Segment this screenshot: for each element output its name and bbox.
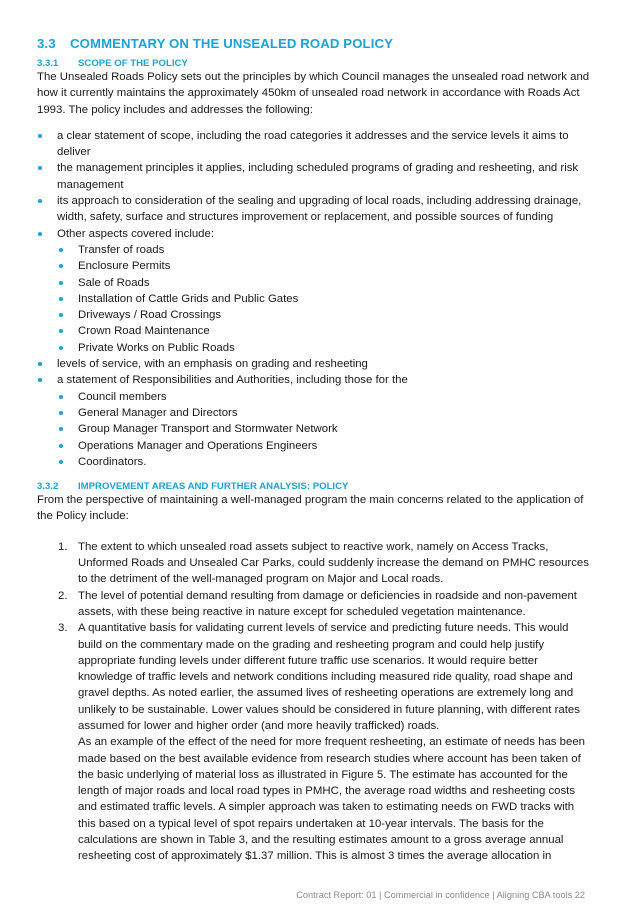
list-marker: 2. bbox=[58, 589, 68, 602]
section-number: 3.3 bbox=[37, 36, 56, 51]
bullet-icon bbox=[59, 346, 63, 350]
bullet-icon bbox=[59, 297, 63, 301]
bullet-icon bbox=[59, 281, 63, 285]
list-item: 2. The level of potential demand resulting from damage or deficiencies in roadside and non-pavement assets, with these being reactive in nature except for scheduled vegetation maintenance. bbox=[58, 589, 577, 618]
bullet-icon bbox=[59, 427, 63, 431]
bullet-icon bbox=[59, 460, 63, 464]
bullet-icon bbox=[38, 362, 42, 366]
list-marker: 1. bbox=[58, 540, 68, 553]
list-item: Crown Road Maintenance bbox=[37, 323, 590, 339]
bullet-icon bbox=[59, 248, 63, 252]
list-item-continuation: As an example of the effect of the need for more frequent resheeting, an estimate of needs has been made based on the best available evidence from research studies where account has been taken of the basic underlying of material loss as illustrated in Figure 5. The estimate has accounted for the length of major roads and local road types in PMHC, the average road widths and resheeting costs and estimated traffic levels. A simpler approach was taken to estimating needs on FWD tracks with this based on a typical level of spot repairs undertaken at 10-year intervals. The basis for the calculations are shown in Table 3, and the resulting estimates amount to a gross average annual resheeting cost of approximately $1.37 million. This is almost 3 times the average allocation in bbox=[78, 736, 586, 863]
list-item: 3. A quantitative basis for validating current levels of service and predicting future needs. This would build on the commentary made on the grading and resheeting program and could help justify appropriate funding levels under different future traffic use scenarios. It would require better knowledge of traffic levels and network conditions including measured ride quality, road shape and gravel depths. As noted earlier, the assumed lives of resheeting operations are extremely long and unlikely to be sustainable. Lower values should be considered in future planning, with different rates assumed for lower and higher order (and more heavily trafficked) roads. As an example of the effect of the need for more frequent resheeting, an estimate of needs has been made based on the best available evidence from research studies where account has been taken of the basic underlying of material loss as illustrated in Figure 5. The estimate has accounted for the length of major roads and local road types in PMHC, the average road widths and resheeting costs and estimated traffic levels. A simpler approach was taken to estimating needs on FWD tracks with this based on a typical level of spot repairs undertaken at 10-year intervals. The basis for the calculations are shown in Table 3, and the resulting estimates amount to a gross average annual resheeting cost of approximately $1.37 million. This is almost 3 times the average allocation in bbox=[37, 620, 590, 864]
bullet-icon bbox=[38, 166, 42, 170]
list-item: Coordinators. bbox=[37, 454, 590, 470]
list-item: Operations Manager and Operations Engineers bbox=[37, 438, 590, 454]
subsection-number: 3.3.1 bbox=[37, 58, 59, 69]
list-item: the management principles it applies, including scheduled programs of grading and resheeting, and risk management bbox=[37, 160, 590, 193]
section-heading bbox=[37, 36, 590, 51]
list-item: General Manager and Directors bbox=[37, 405, 590, 421]
list-item: Enclosure Permits bbox=[37, 258, 590, 274]
list-item: Sale of Roads bbox=[37, 275, 590, 291]
improvement-numbered-list bbox=[37, 539, 590, 865]
bullet-icon bbox=[38, 232, 42, 236]
list-item: Other aspects covered include: Transfer of roads Enclosure Permits Sale of Roads Installation of Cattle Grids and Public Gates Driveways / Road Crossings Crown Road Maintenance Private Works on Public Roads bbox=[37, 226, 590, 356]
subsection-title: IMPROVEMENT AREAS AND FURTHER ANALYSIS: POLICY bbox=[78, 481, 349, 493]
list-item: its approach to consideration of the sealing and upgrading of local roads, including addressing drainage, width, safety, surface and structures improvement or replacement, and possible sources of funding bbox=[37, 193, 590, 226]
list-item: Driveways / Road Crossings bbox=[37, 307, 590, 323]
improvement-intro: From the perspective of maintaining a well-managed program the main concerns related to the application of the Policy include: bbox=[37, 494, 584, 523]
bullet-icon bbox=[59, 411, 63, 415]
responsibilities-list bbox=[37, 389, 590, 470]
list-item: Transfer of roads bbox=[37, 242, 590, 258]
bullet-icon bbox=[59, 329, 63, 333]
list-item: Private Works on Public Roads bbox=[37, 340, 590, 356]
bullet-icon bbox=[38, 199, 42, 203]
list-item: Group Manager Transport and Stormwater Network bbox=[37, 421, 590, 437]
document-page bbox=[37, 36, 590, 865]
bullet-icon bbox=[59, 264, 63, 268]
page-footer: Contract Report: 01 | Commercial in confidence | Aligning CBA tools 22 bbox=[296, 890, 585, 900]
scope-bullet-list bbox=[37, 128, 590, 470]
subsection-number: 3.3.2 bbox=[37, 481, 59, 493]
section-title: COMMENTARY ON THE UNSEALED ROAD POLICY bbox=[70, 36, 393, 51]
subsection-heading-improvement bbox=[37, 481, 590, 492]
list-item: levels of service, with an emphasis on grading and resheeting bbox=[37, 356, 590, 372]
scope-intro: The Unsealed Roads Policy sets out the principles by which Council manages the unsealed road network and how it currently maintains the approximately 450km of unsealed road network in accordance with Roads Act 1993. The policy includes and addresses the following: bbox=[37, 71, 590, 116]
list-marker: 3. bbox=[58, 622, 68, 635]
bullet-icon bbox=[38, 378, 42, 382]
subsection-heading-scope bbox=[37, 58, 590, 69]
other-aspects-list bbox=[37, 242, 590, 356]
list-item: a clear statement of scope, including the road categories it addresses and the service levels it aims to deliver bbox=[37, 128, 590, 161]
list-item: Installation of Cattle Grids and Public Gates bbox=[37, 291, 590, 307]
bullet-icon bbox=[59, 313, 63, 317]
bullet-icon bbox=[38, 134, 42, 138]
subsection-title: SCOPE OF THE POLICY bbox=[78, 58, 188, 69]
bullet-icon bbox=[59, 395, 63, 399]
list-item: Council members bbox=[37, 389, 590, 405]
bullet-icon bbox=[59, 444, 63, 448]
list-item: a statement of Responsibilities and Authorities, including those for the Council members General Manager and Directors Group Manager Transport and Stormwater Network Operations Manager and Operations Engineers Coordinators. bbox=[37, 372, 590, 470]
list-item: 1. The extent to which unsealed road assets subject to reactive work, namely on Access Tracks, Unformed Roads and Unsealed Car Parks, could suddenly increase the demand on PMHC resources to the detriment of the well-managed program on Major and Local roads. bbox=[58, 540, 589, 586]
